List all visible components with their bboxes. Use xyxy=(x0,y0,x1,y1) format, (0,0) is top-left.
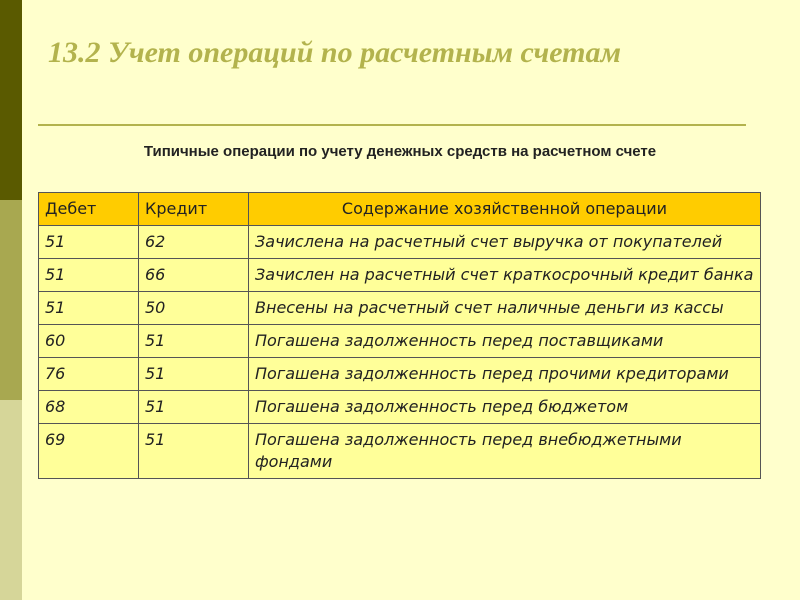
cell-debit: 69 xyxy=(39,424,139,479)
cell-credit: 51 xyxy=(139,391,249,424)
cell-description: Зачислена на расчетный счет выручка от покупателей xyxy=(249,226,761,259)
cell-debit: 51 xyxy=(39,292,139,325)
header-credit: Кредит xyxy=(139,193,249,226)
table-row xyxy=(39,325,761,358)
side-bar-segment-dark xyxy=(0,0,22,200)
cell-description: Погашена задолженность перед бюджетом xyxy=(249,391,761,424)
cell-debit: 68 xyxy=(39,391,139,424)
table-row xyxy=(39,292,761,325)
table-row xyxy=(39,391,761,424)
cell-description: Зачислен на расчетный счет краткосрочный кредит банка xyxy=(249,259,761,292)
table-row xyxy=(39,226,761,259)
side-bar-segment-light xyxy=(0,400,22,600)
operations-table xyxy=(38,192,761,479)
header-debit: Дебет xyxy=(39,193,139,226)
cell-description: Погашена задолженность перед поставщиками xyxy=(249,325,761,358)
side-decoration-bar xyxy=(0,0,22,600)
cell-credit: 51 xyxy=(139,358,249,391)
side-bar-segment-medium xyxy=(0,200,22,400)
cell-debit: 51 xyxy=(39,226,139,259)
table-header-row xyxy=(39,193,761,226)
table-row xyxy=(39,259,761,292)
slide-title: 13.2 Учет операций по расчетным счетам xyxy=(48,36,622,69)
cell-description: Погашена задолженность перед внебюджетными фондами xyxy=(249,424,761,479)
cell-credit: 66 xyxy=(139,259,249,292)
table-row xyxy=(39,358,761,391)
cell-description: Погашена задолженность перед прочими кредиторами xyxy=(249,358,761,391)
header-description: Содержание хозяйственной операции xyxy=(249,193,761,226)
cell-credit: 50 xyxy=(139,292,249,325)
cell-description: Внесены на расчетный счет наличные деньги из кассы xyxy=(249,292,761,325)
cell-debit: 76 xyxy=(39,358,139,391)
cell-debit: 60 xyxy=(39,325,139,358)
title-divider xyxy=(38,124,746,126)
table-row xyxy=(39,424,761,479)
cell-credit: 51 xyxy=(139,325,249,358)
cell-debit: 51 xyxy=(39,259,139,292)
cell-credit: 51 xyxy=(139,424,249,479)
cell-credit: 62 xyxy=(139,226,249,259)
table-caption: Типичные операции по учету денежных средств на расчетном счете xyxy=(143,143,657,160)
